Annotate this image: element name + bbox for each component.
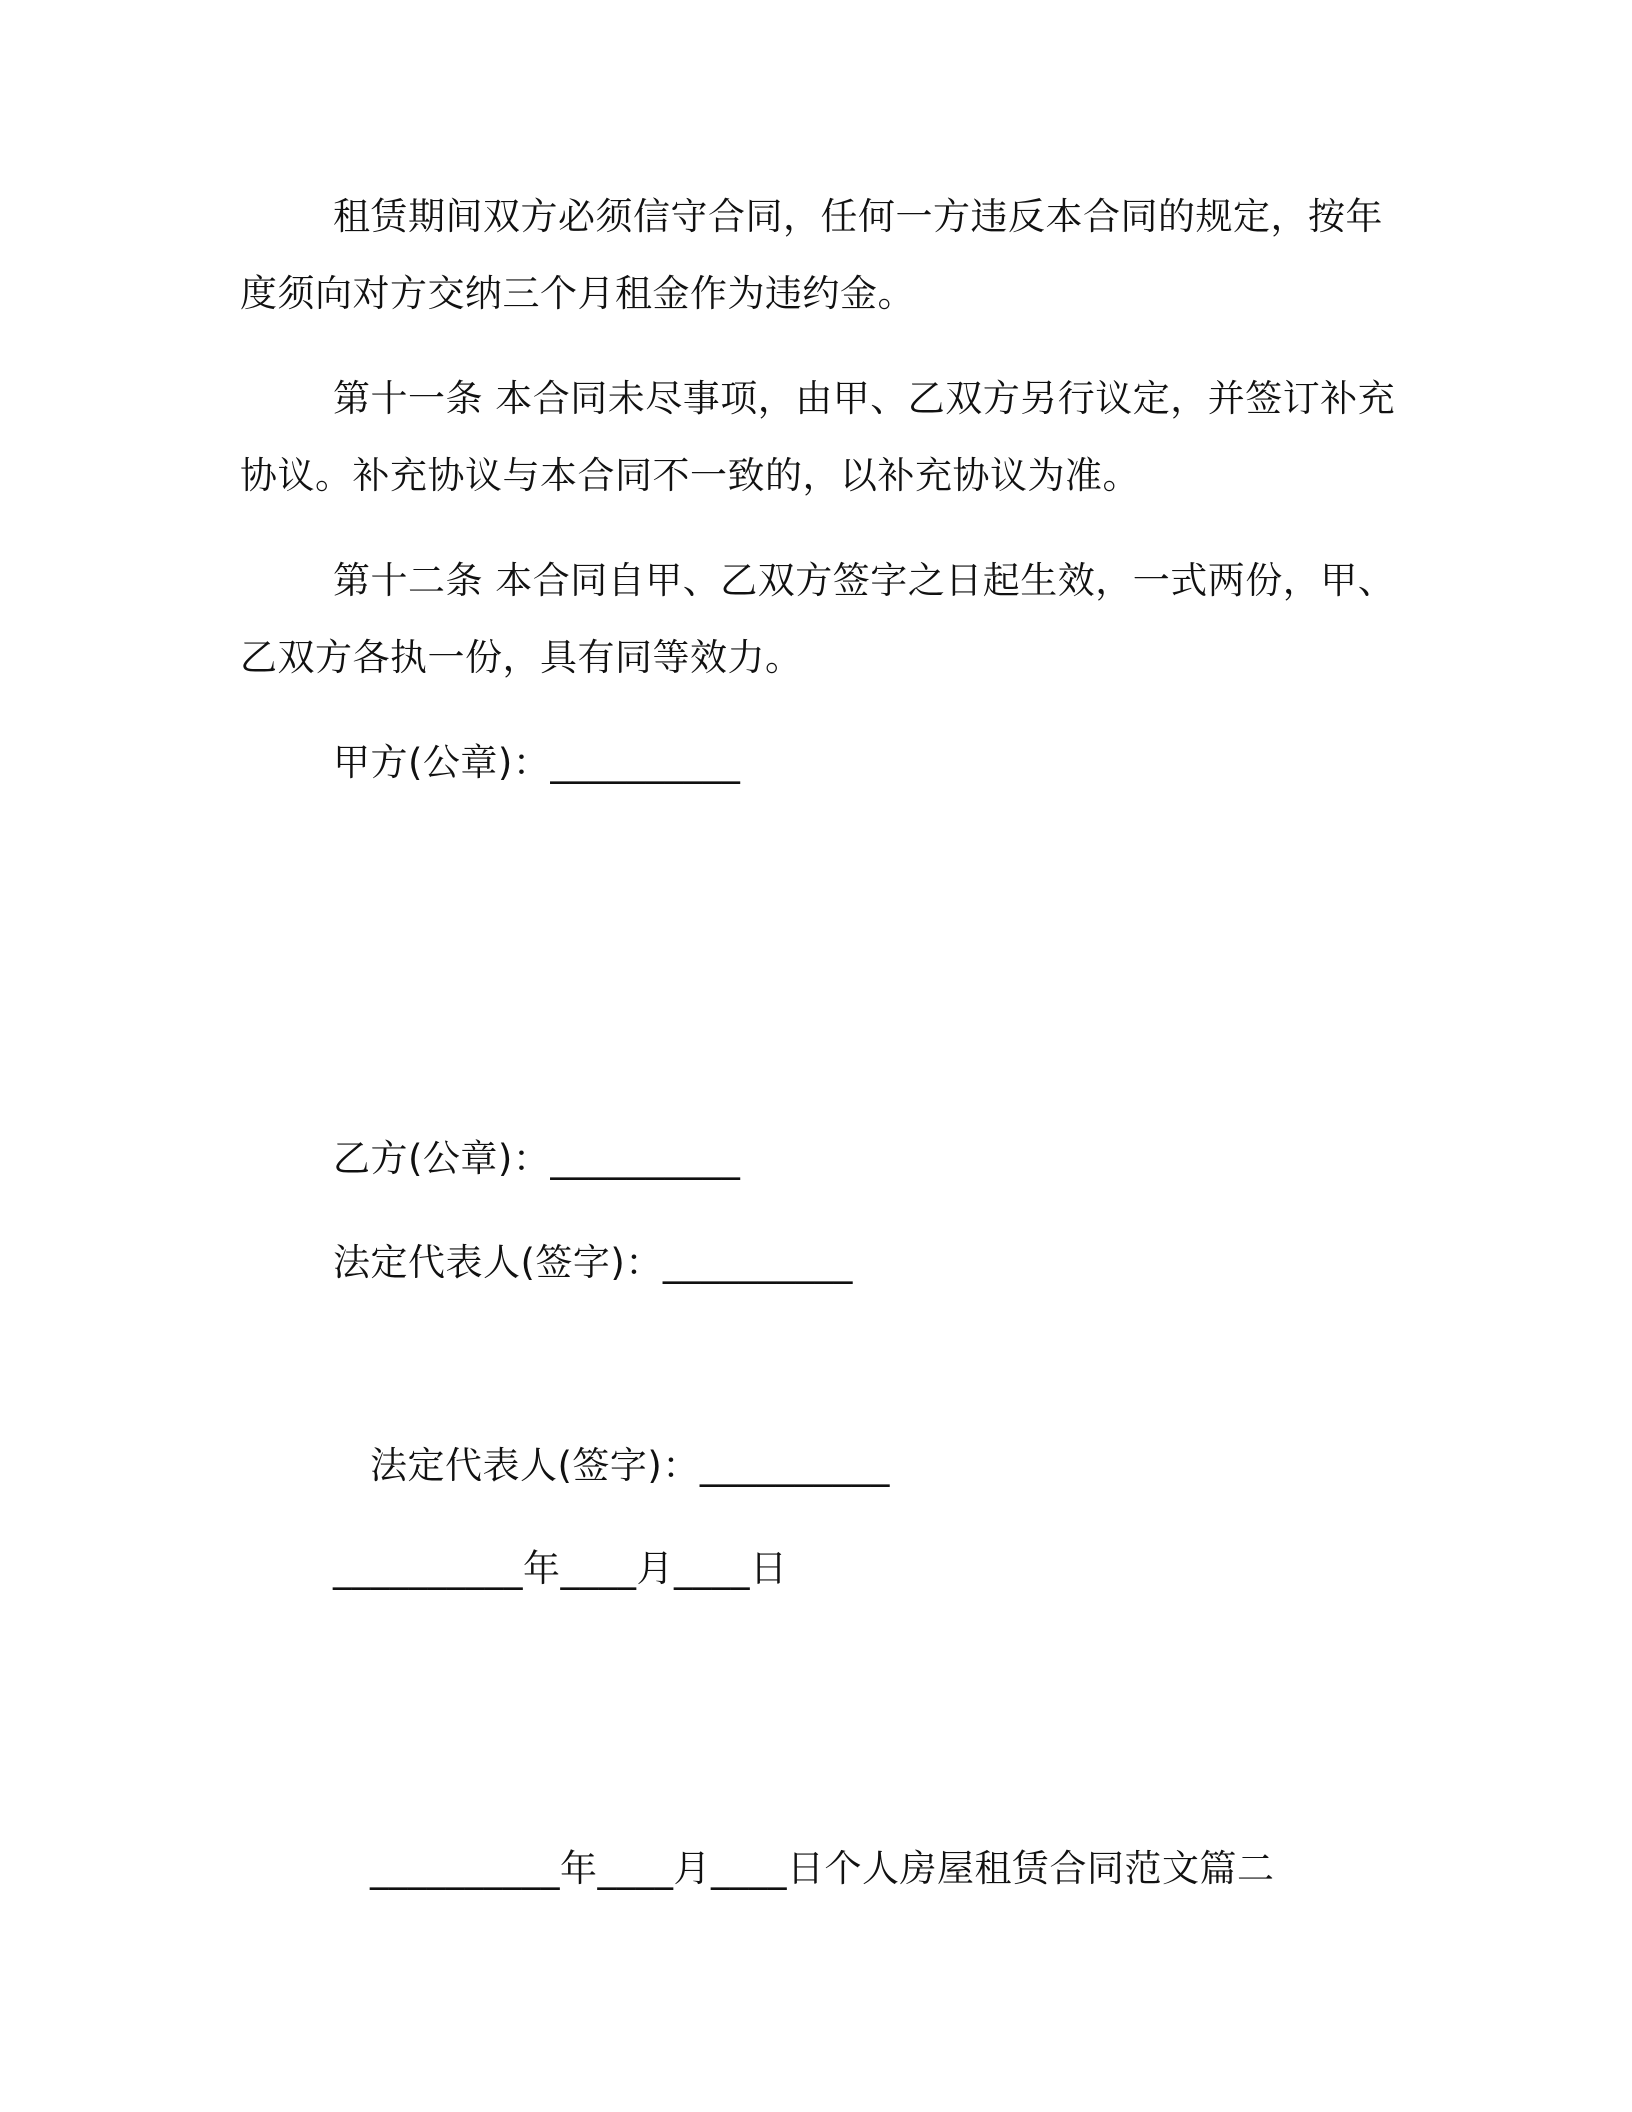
article-12-line-1: 第十二条 本合同自甲、乙双方签字之日起生效，一式两份，甲、 (333, 559, 1396, 602)
legal-representative-signature-1: 法定代表人(签字)：__________ (333, 1241, 853, 1284)
party-b-seal-line: 乙方(公章)：__________ (333, 1137, 741, 1180)
article-11-line-1: 第十一条 本合同未尽事项，由甲、乙双方另行议定，并签订补充 (333, 377, 1396, 420)
article-11-line-2: 协议。补充协议与本合同不一致的，以补充协议为准。 (240, 454, 1140, 497)
paragraph-penalty-line-2: 度须向对方交纳三个月租金作为违约金。 (240, 272, 915, 315)
next-contract-title: __________年____月____日个人房屋租赁合同范文篇二 (370, 1847, 1275, 1890)
paragraph-penalty-line-1: 租赁期间双方必须信守合同，任何一方违反本合同的规定，按年 (333, 195, 1383, 238)
legal-representative-signature-2: 法定代表人(签字)：__________ (370, 1444, 890, 1487)
date-line: __________年____月____日 (333, 1547, 788, 1590)
article-12-line-2: 乙双方各执一份，具有同等效力。 (240, 636, 803, 679)
party-a-seal-line: 甲方(公章)：__________ (333, 741, 741, 784)
